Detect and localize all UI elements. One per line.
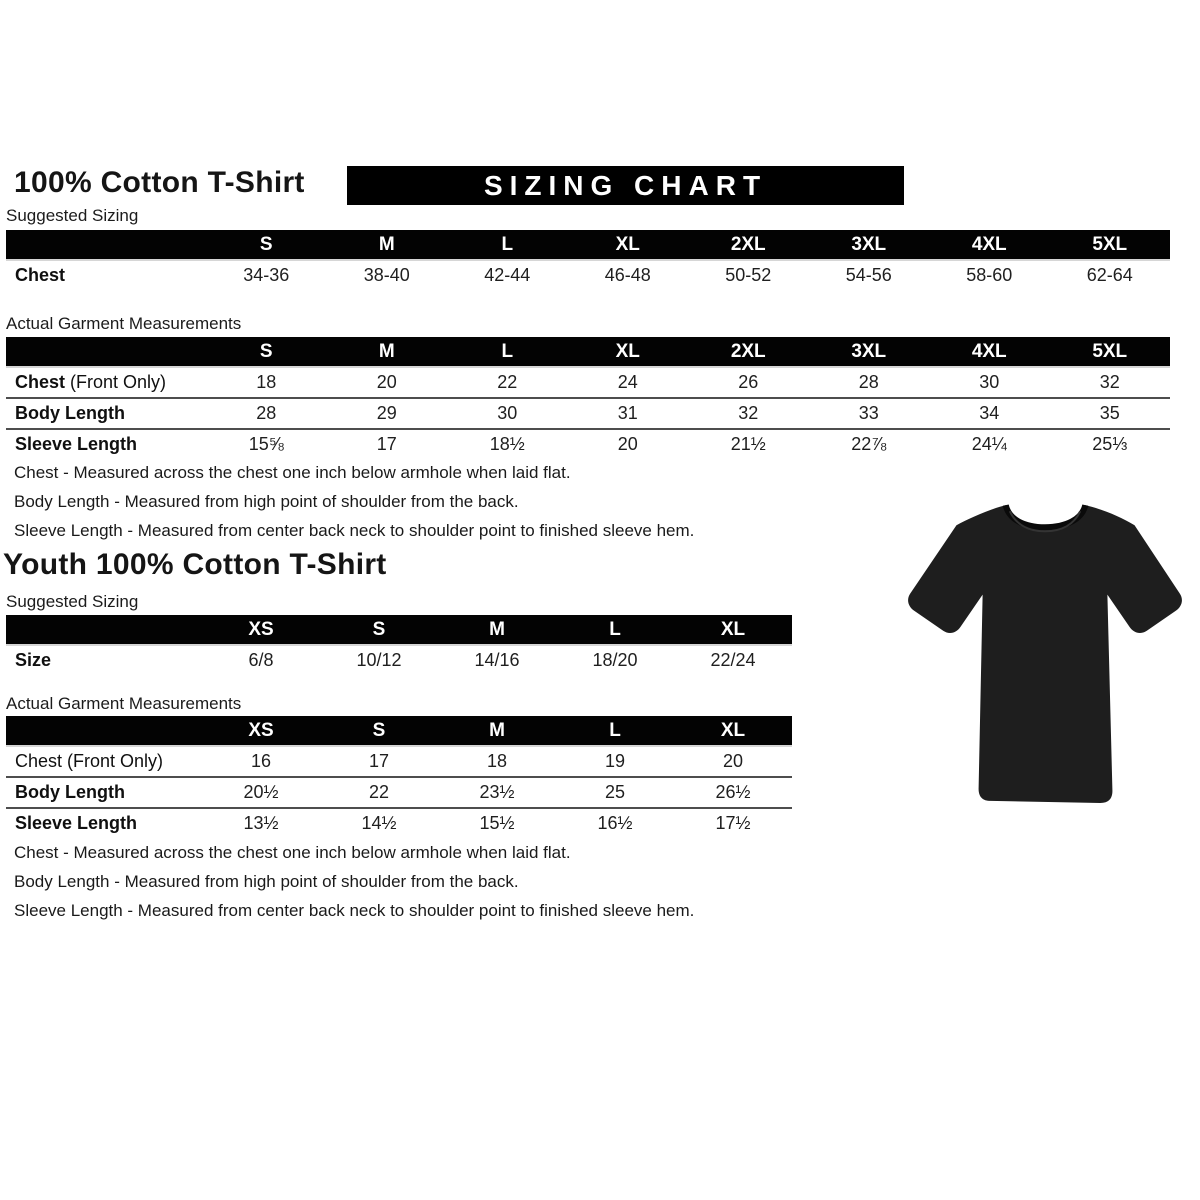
adult-suggested-sizing-label: Suggested Sizing <box>6 206 139 225</box>
cell: 33 <box>809 398 930 429</box>
cell: 34-36 <box>243 265 290 285</box>
size-header: L <box>556 716 674 746</box>
table-header-row <box>6 716 792 746</box>
size-header: M <box>438 716 556 746</box>
size-header: M <box>327 230 448 260</box>
cell: 24 <box>617 372 638 392</box>
note-sleeve-length: Sleeve Length - Measured from center back neck to shoulder point to finished sleeve hem. <box>14 901 695 920</box>
youth-actual-measurements-label: Actual Garment Measurements <box>6 694 242 713</box>
size-header: S <box>320 716 438 746</box>
cell: 20 <box>376 372 397 392</box>
table-row-sleeve-length <box>6 429 1170 459</box>
cell: 22 <box>497 372 518 392</box>
row-label: Size <box>15 650 52 670</box>
row-label: Chest <box>15 265 66 285</box>
size-header-empty <box>6 615 202 645</box>
cell: 32 <box>1099 372 1120 392</box>
cell: 24¼ <box>929 429 1050 459</box>
cell: 26½ <box>674 777 792 808</box>
cell: 21½ <box>688 429 809 459</box>
cell: 25 <box>556 777 674 808</box>
size-header: 5XL <box>1050 230 1171 260</box>
note-chest: Chest - Measured across the chest one inch below armhole when laid flat. <box>14 463 571 482</box>
cell: 17 <box>327 429 448 459</box>
cell: 17 <box>368 751 390 771</box>
size-header: L <box>447 337 568 367</box>
cell: 20 <box>722 751 744 771</box>
cell: 20½ <box>202 777 320 808</box>
size-header: S <box>206 230 327 260</box>
cell: 13½ <box>202 808 320 838</box>
size-header: M <box>327 337 448 367</box>
cell: 23½ <box>438 777 556 808</box>
size-header: 3XL <box>809 230 930 260</box>
sizing-chart-banner: SIZING CHART <box>347 166 904 205</box>
size-header: 2XL <box>688 337 809 367</box>
size-header: S <box>206 337 327 367</box>
adult-actual-measurements-label: Actual Garment Measurements <box>6 314 242 333</box>
youth-suggested-sizing-table <box>6 615 792 675</box>
table-header-row <box>6 230 1170 260</box>
table-row-sleeve-length <box>6 808 792 838</box>
table-row-body-length <box>6 777 792 808</box>
size-header: 4XL <box>929 230 1050 260</box>
row-label: Chest (Front Only) <box>15 372 167 392</box>
cell: 54-56 <box>845 265 892 285</box>
table-row-size <box>6 645 792 675</box>
cell: 30 <box>447 398 568 429</box>
size-header-empty <box>6 716 202 746</box>
cell: 22 <box>320 777 438 808</box>
adult-suggested-sizing-table <box>6 230 1170 290</box>
cell: 38-40 <box>363 265 410 285</box>
cell: 18½ <box>447 429 568 459</box>
note-sleeve-length: Sleeve Length - Measured from center back neck to shoulder point to finished sleeve hem. <box>14 521 695 540</box>
table-header-row <box>6 615 792 645</box>
cell: 15½ <box>438 808 556 838</box>
note-chest: Chest - Measured across the chest one inch below armhole when laid flat. <box>14 843 571 862</box>
cell: 19 <box>604 751 626 771</box>
cell: 14/16 <box>474 650 520 670</box>
cell: 16 <box>250 751 272 771</box>
table-row <box>6 260 1170 290</box>
size-header: L <box>556 615 674 645</box>
cell: 16½ <box>556 808 674 838</box>
table-row-chest <box>6 367 1170 398</box>
cell: 10/12 <box>356 650 402 670</box>
row-label: Sleeve Length <box>6 808 202 838</box>
size-header: XL <box>674 615 792 645</box>
note-body-length: Body Length - Measured from high point of shoulder from the back. <box>14 872 519 891</box>
row-label: Chest (Front Only) <box>15 751 164 771</box>
size-header: 2XL <box>688 230 809 260</box>
cell: 14½ <box>320 808 438 838</box>
cell: 18/20 <box>592 650 638 670</box>
cell: 29 <box>327 398 448 429</box>
row-label: Sleeve Length <box>6 429 206 459</box>
row-label: Body Length <box>6 398 206 429</box>
size-header: XL <box>674 716 792 746</box>
cell: 46-48 <box>604 265 651 285</box>
black-tshirt-image <box>893 487 1195 812</box>
row-label: Body Length <box>6 777 202 808</box>
page-title: 100% Cotton T-Shirt <box>14 166 305 199</box>
cell: 30 <box>979 372 1000 392</box>
cell: 22/24 <box>710 650 756 670</box>
size-header: 3XL <box>809 337 930 367</box>
youth-suggested-sizing-label: Suggested Sizing <box>6 592 139 611</box>
size-header: S <box>320 615 438 645</box>
cell: 62-64 <box>1086 265 1133 285</box>
cell: 25⅓ <box>1050 429 1171 459</box>
size-header-empty <box>6 230 206 260</box>
size-header: 5XL <box>1050 337 1171 367</box>
size-header: XL <box>568 230 689 260</box>
cell: 28 <box>206 398 327 429</box>
cell: 42-44 <box>484 265 531 285</box>
cell: 20 <box>568 429 689 459</box>
adult-actual-measurements-table <box>6 337 1170 459</box>
cell: 17½ <box>674 808 792 838</box>
cell: 31 <box>568 398 689 429</box>
size-header-empty <box>6 337 206 367</box>
youth-measurement-notes <box>14 843 694 930</box>
cell: 26 <box>738 372 759 392</box>
table-header-row <box>6 337 1170 367</box>
cell: 58-60 <box>966 265 1013 285</box>
cell: 50-52 <box>725 265 772 285</box>
cell: 18 <box>486 751 508 771</box>
size-header: M <box>438 615 556 645</box>
youth-section-title: Youth 100% Cotton T-Shirt <box>3 548 387 581</box>
size-header: XS <box>202 615 320 645</box>
cell: 6/8 <box>248 650 274 670</box>
cell: 15⅝ <box>206 429 327 459</box>
cell: 18 <box>256 372 277 392</box>
size-header: XS <box>202 716 320 746</box>
cell: 22⅞ <box>809 429 930 459</box>
note-body-length: Body Length - Measured from high point of shoulder from the back. <box>14 492 519 511</box>
table-row-body-length <box>6 398 1170 429</box>
cell: 35 <box>1050 398 1171 429</box>
youth-actual-measurements-table <box>6 716 792 838</box>
cell: 32 <box>688 398 809 429</box>
cell: 34 <box>929 398 1050 429</box>
size-header: L <box>447 230 568 260</box>
table-row-chest <box>6 746 792 777</box>
size-header: XL <box>568 337 689 367</box>
adult-measurement-notes <box>14 463 694 550</box>
size-header: 4XL <box>929 337 1050 367</box>
cell: 28 <box>858 372 879 392</box>
